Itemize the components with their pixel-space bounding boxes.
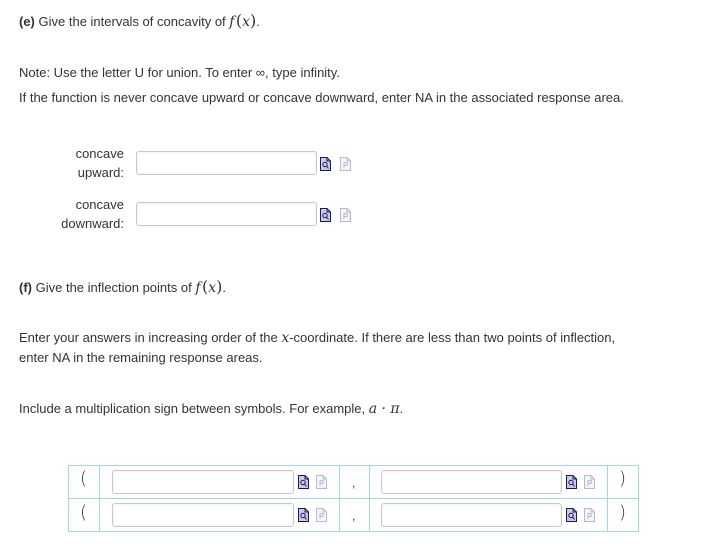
part-e-label: (e) (19, 14, 35, 29)
inflection-point-1-y-input[interactable] (381, 470, 562, 494)
note-na: If the function is never concave upward or concave downward, enter NA in the associated response area. (19, 90, 624, 105)
inflection-point-2-y-input[interactable] (381, 503, 562, 527)
help-page-icon[interactable] (316, 475, 327, 489)
part-f-function: f (x) (195, 277, 223, 296)
part-e-title: (e) Give the intervals of concavity of f (x). (19, 11, 260, 30)
inflection-point-1-x-input[interactable] (112, 470, 294, 494)
help-page-icon[interactable] (340, 157, 351, 171)
preview-icon[interactable] (566, 508, 577, 522)
comma-separator: , (352, 476, 356, 490)
multiplication-note: Include a multiplication sign between symbols. For example, a · π. (19, 401, 404, 417)
concave-upward-input[interactable] (136, 151, 317, 175)
open-paren: ( (80, 468, 88, 489)
part-f-title: (f) Give the inflection points of f (x). (19, 277, 226, 296)
order-instruction-line2: enter NA in the remaining response areas. (19, 350, 263, 365)
concave-downward-input[interactable] (136, 202, 317, 226)
preview-icon[interactable] (320, 208, 331, 222)
close-paren: ) (619, 502, 627, 523)
preview-icon[interactable] (566, 475, 577, 489)
open-paren: ( (80, 502, 88, 523)
preview-icon[interactable] (298, 475, 309, 489)
close-paren: ) (619, 468, 627, 489)
help-page-icon[interactable] (584, 508, 595, 522)
part-f-prompt: Give the inflection points of (35, 280, 192, 295)
preview-icon[interactable] (298, 508, 309, 522)
part-e-prompt: Give the intervals of concavity of (38, 14, 226, 29)
inflection-point-2-x-input[interactable] (112, 503, 294, 527)
note-union: Note: Use the letter U for union. To enter ∞, type infinity. (19, 65, 340, 80)
order-instruction-line1: Enter your answers in increasing order of the x-coordinate. If there are less than two points of inflection, (19, 330, 616, 346)
help-page-icon[interactable] (584, 475, 595, 489)
preview-icon[interactable] (320, 157, 331, 171)
concave-upward-label: concave upward: (75, 146, 124, 180)
help-page-icon[interactable] (340, 208, 351, 222)
part-e-function: f (x) (229, 11, 257, 30)
part-f-label: (f) (19, 280, 32, 295)
comma-separator: , (352, 509, 356, 523)
help-page-icon[interactable] (316, 508, 327, 522)
concave-downward-label: concave downward: (61, 197, 124, 231)
